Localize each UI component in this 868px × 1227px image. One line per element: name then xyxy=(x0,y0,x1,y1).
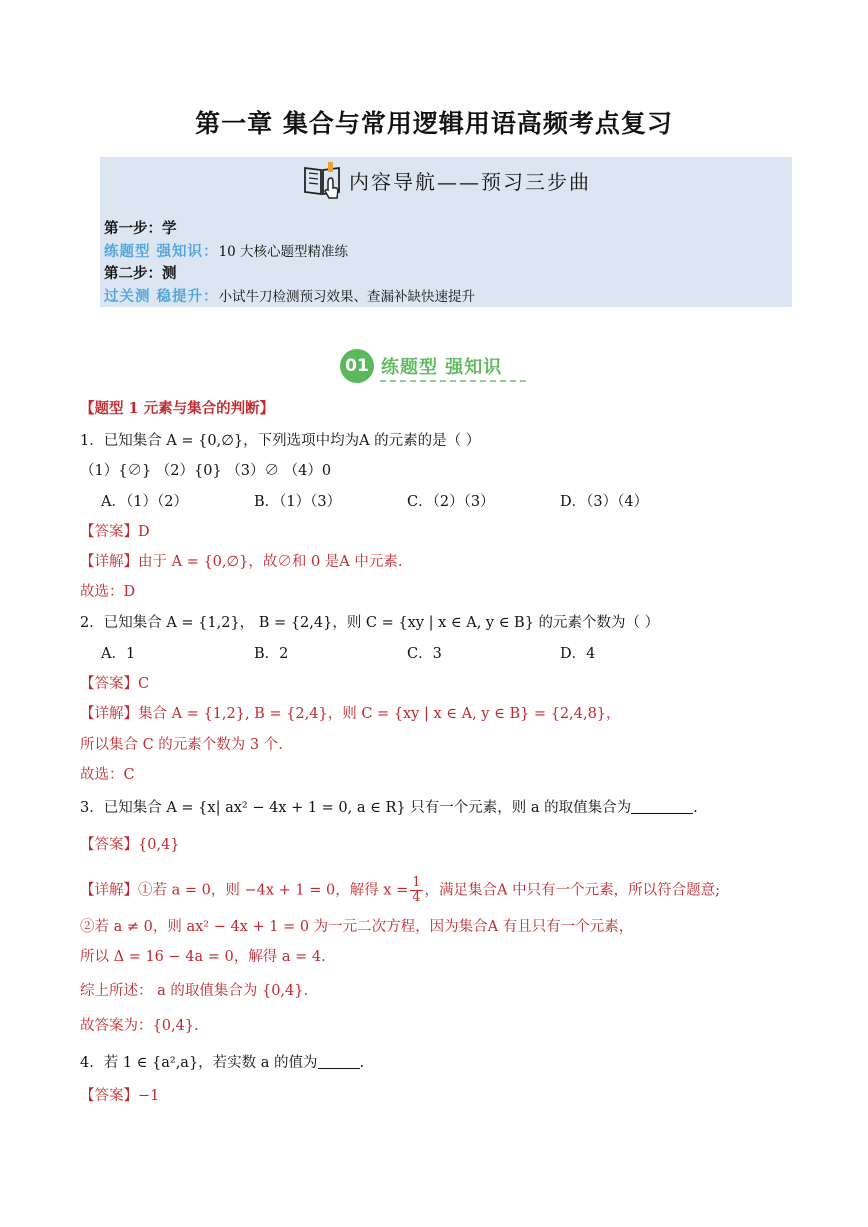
q2-option-c: C．3 xyxy=(407,646,442,662)
q2-option-d: D．4 xyxy=(560,646,596,662)
q2-answer: 【答案】C xyxy=(80,676,150,692)
q1-option-a: A．（1）（2） xyxy=(101,494,188,510)
step1-tag: 练题型 强知识： xyxy=(104,243,219,260)
step1-label: 第一步：学 xyxy=(104,220,177,237)
step1-detail-line xyxy=(104,240,348,261)
book-hand-icon xyxy=(301,160,343,200)
q1-stem: 1．已知集合 A = {0,∅}，下列选项中均为A 的元素的是（ ） xyxy=(80,433,481,449)
q1-answer: 【答案】D xyxy=(80,524,150,540)
section-title: 练题型 强知识 xyxy=(381,357,503,378)
step1-desc: 10 大核心题型精准练 xyxy=(218,244,349,260)
q2-conclusion: 故选：C xyxy=(80,767,135,783)
q1-items: （1）{∅} （2）{0} （3）∅ （4）0 xyxy=(80,463,332,479)
q3-detail-3: 所以 Δ = 16 − 4a = 0，解得 a = 4. xyxy=(80,949,326,965)
q4-answer: 【答案】−1 xyxy=(80,1088,160,1104)
q3-fraction-denominator: 4 xyxy=(412,890,421,905)
navigation-heading-text: 内容导航——预习三步曲 xyxy=(349,169,591,194)
q1-option-d: D．（3）（4） xyxy=(560,494,649,510)
step1-line xyxy=(104,217,177,238)
q3-detail-a: 【详解】①若 a = 0，则 −4x + 1 = 0，解得 x = xyxy=(80,882,409,899)
step2-detail-line xyxy=(104,285,475,306)
q3-stem-end: . xyxy=(693,800,698,816)
section-underline xyxy=(380,380,526,382)
q3-fraction-numerator: 1 xyxy=(412,875,421,890)
section-number-badge: 01 xyxy=(340,349,374,383)
step2-line xyxy=(104,262,177,283)
q1-detail: 【详解】由于 A = {0,∅}，故∅和 0 是A 中元素. xyxy=(80,554,403,570)
q4-blank xyxy=(318,1068,360,1069)
q4-stem: 4．若 1 ∈ {a²,a}，若实数 a 的值为 xyxy=(80,1055,318,1071)
q3-fraction xyxy=(410,876,422,905)
q3-answer: 【答案】{0,4} xyxy=(80,837,180,853)
q2-stem: 2．已知集合 A = {1,2}， B = {2,4}，则 C = {xy | x ∈ A, y ∈ B} 的元素个数为（ ） xyxy=(80,615,660,631)
step2-desc: 小试牛刀检测预习效果、查漏补缺快速提升 xyxy=(218,289,476,305)
navigation-box xyxy=(100,157,792,307)
q1-options xyxy=(101,493,713,511)
q3-stem-line xyxy=(80,799,698,817)
step2-tag: 过关测 稳提升： xyxy=(104,288,219,305)
q1-option-b: B．（1）（3） xyxy=(254,494,342,510)
q2-option-b: B．2 xyxy=(254,646,289,662)
chapter-title: 第一章 集合与常用逻辑用语高频考点复习 xyxy=(195,109,673,138)
q3-stem: 3．已知集合 A = {x| ax² − 4x + 1 = 0, a ∈ R} 只有一个元素，则 a 的取值集合为 xyxy=(80,800,632,816)
q3-blank xyxy=(631,813,693,814)
question-type-heading: 【题型 1 元素与集合的判断】 xyxy=(80,400,275,417)
q4-stem-line xyxy=(80,1054,364,1072)
step2-label: 第二步：测 xyxy=(104,265,177,282)
q3-detail-2: ②若 a ≠ 0，则 ax² − 4x + 1 = 0 为一元二次方程，因为集合A 有且只有一个元素， xyxy=(80,919,634,935)
q3-detail-b: ，满足集合A 中只有一个元素，所以符合题意; xyxy=(424,882,720,899)
q1-conclusion: 故选：D xyxy=(80,584,136,600)
q2-option-a: A．1 xyxy=(101,646,136,662)
q2-detail-2: 所以集合 C 的元素个数为 3 个. xyxy=(80,737,283,753)
q2-options xyxy=(101,645,713,663)
q3-conclusion: 故答案为：{0,4}. xyxy=(80,1018,199,1034)
q4-stem-end: . xyxy=(359,1055,365,1071)
q2-detail: 【详解】集合 A = {1,2}, B = {2,4}，则 C = {xy | x ∈ A, y ∈ B} = {2,4,8}， xyxy=(80,706,621,722)
q1-option-c: C．（2）（3） xyxy=(407,494,495,510)
q3-detail-4: 综上所述： a 的取值集合为 {0,4}. xyxy=(80,983,309,999)
q3-detail-line xyxy=(80,876,720,905)
navigation-heading xyxy=(100,159,792,201)
